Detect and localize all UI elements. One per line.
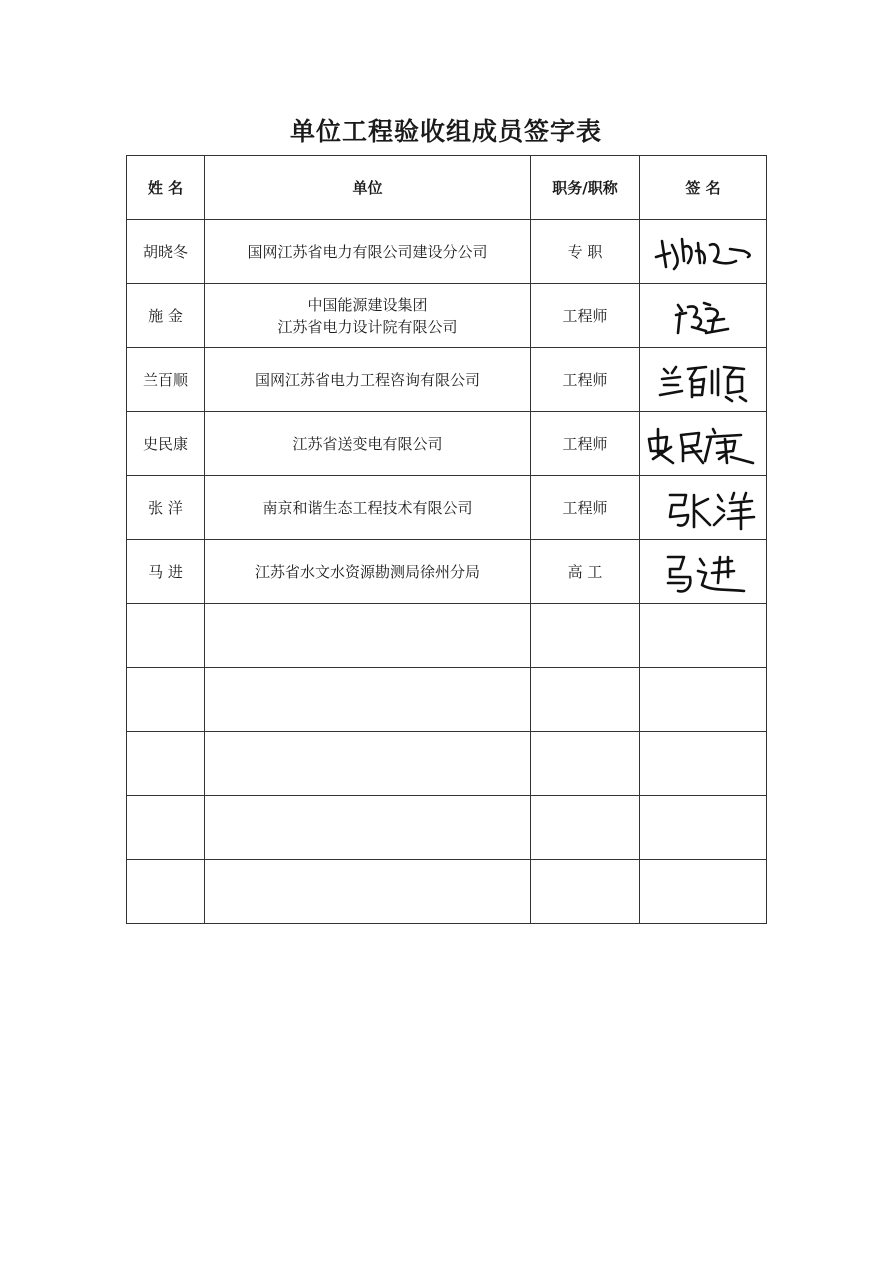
member-unit <box>205 540 531 604</box>
header-unit: 单位 <box>205 156 531 220</box>
member-title: 工程师 <box>531 476 640 540</box>
member-unit <box>205 476 531 540</box>
member-signature <box>640 284 767 348</box>
unit-line: 江苏省电力设计院有限公司 <box>277 317 458 336</box>
unit-line: 中国能源建设集团 <box>307 295 428 314</box>
empty-row <box>127 796 767 860</box>
unit-line: 南京和谐生态工程技术有限公司 <box>262 498 473 517</box>
handwritten-signature <box>648 355 758 405</box>
member-signature <box>640 412 767 476</box>
empty-row <box>127 860 767 924</box>
member-signature <box>640 476 767 540</box>
member-title: 工程师 <box>531 412 640 476</box>
member-signature <box>640 348 767 412</box>
member-unit <box>205 220 531 284</box>
table-row <box>127 284 767 348</box>
handwritten-signature <box>643 419 763 469</box>
handwritten-signature <box>648 227 758 277</box>
member-name: 施 金 <box>127 284 205 348</box>
handwritten-signature <box>648 547 758 597</box>
member-signature <box>640 220 767 284</box>
member-signature <box>640 540 767 604</box>
empty-row <box>127 604 767 668</box>
unit-line: 江苏省送变电有限公司 <box>292 434 443 453</box>
unit-line: 江苏省水文水资源勘测局徐州分局 <box>254 562 480 581</box>
member-title: 工程师 <box>531 284 640 348</box>
unit-line: 国网江苏省电力工程咨询有限公司 <box>254 370 480 389</box>
handwritten-signature <box>648 483 758 533</box>
handwritten-signature <box>648 291 758 341</box>
table-row <box>127 476 767 540</box>
member-title: 工程师 <box>531 348 640 412</box>
header-signature: 签 名 <box>640 156 767 220</box>
member-title: 专 职 <box>531 220 640 284</box>
empty-row <box>127 732 767 796</box>
table-row <box>127 412 767 476</box>
header-title: 职务/职称 <box>531 156 640 220</box>
member-title: 高 工 <box>531 540 640 604</box>
member-name: 马 进 <box>127 540 205 604</box>
member-unit <box>205 284 531 348</box>
signature-table <box>126 155 767 924</box>
table-row <box>127 348 767 412</box>
header-name: 姓 名 <box>127 156 205 220</box>
table-row <box>127 220 767 284</box>
member-unit <box>205 348 531 412</box>
table-row <box>127 540 767 604</box>
empty-row <box>127 668 767 732</box>
unit-line: 国网江苏省电力有限公司建设分公司 <box>247 242 488 261</box>
header-row <box>127 156 767 220</box>
member-name: 张 洋 <box>127 476 205 540</box>
member-name: 兰百顺 <box>127 348 205 412</box>
member-unit <box>205 412 531 476</box>
document-title: 单位工程验收组成员签字表 <box>289 117 602 146</box>
member-name: 胡晓冬 <box>127 220 205 284</box>
member-name: 史民康 <box>127 412 205 476</box>
